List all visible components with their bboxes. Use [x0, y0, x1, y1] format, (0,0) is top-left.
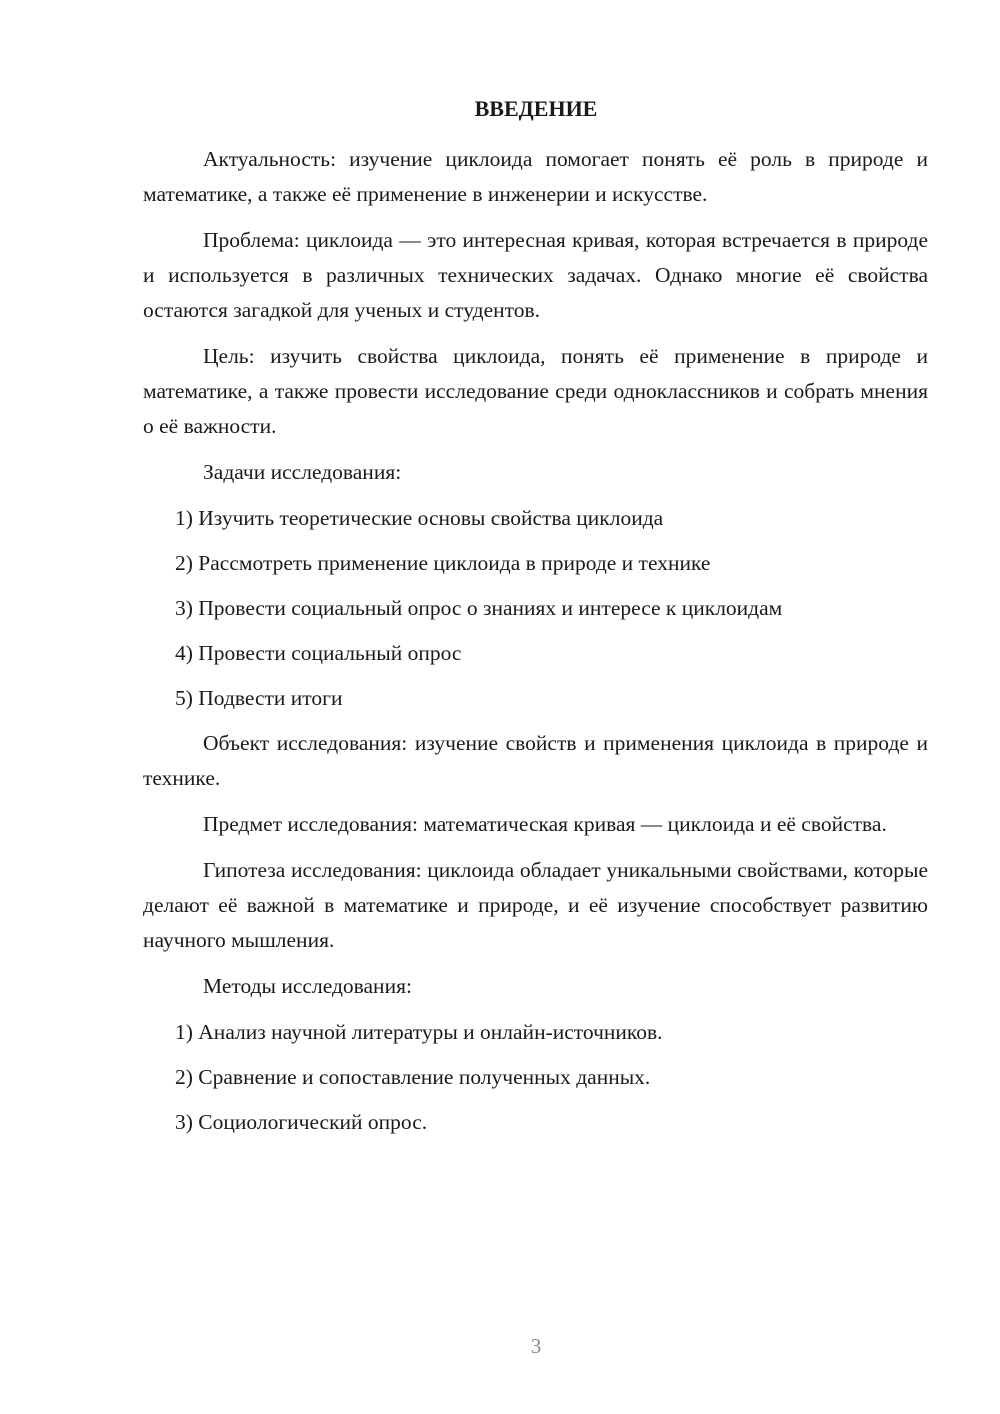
section-heading: ВВЕДЕНИЕ	[474, 96, 598, 121]
document-body	[143, 142, 928, 1150]
list-item: 1) Изучить теоретические основы свойства циклоида	[175, 506, 664, 530]
page-number: 3	[530, 1334, 542, 1358]
paragraph-methods-heading: Методы исследования:	[203, 974, 412, 998]
paragraph-tasks-heading: Задачи исследования:	[203, 460, 402, 484]
paragraph-relevance: Актуальность: изучение циклоида помогает понять её роль в природе и математике, а также её применение в инженерии и искусстве.	[143, 147, 928, 206]
paragraph-subject: Предмет исследования: математическая кривая — циклоида и её свойства.	[203, 812, 887, 836]
list-item: 1) Анализ научной литературы и онлайн-источников.	[175, 1020, 663, 1044]
paragraph-problem: Проблема: циклоида — это интересная кривая, которая встречается в природе и используется в различных технических задачах. Однако многие её свойства остаются загадкой для ученых и студентов.	[143, 228, 928, 322]
list-item: 2) Сравнение и сопоставление полученных данных.	[175, 1065, 651, 1089]
list-item: 3) Провести социальный опрос о знаниях и интересе к циклоидам	[175, 596, 783, 620]
list-item: 4) Провести социальный опрос	[175, 641, 462, 665]
paragraph-hypothesis: Гипотеза исследования: циклоида обладает уникальными свойствами, которые делают её важной в математике и природе, и её изучение способствует развитию научного мышления.	[143, 858, 928, 952]
paragraph-goal: Цель: изучить свойства циклоида, понять её применение в природе и математике, а также провести исследование среди одноклассников и собрать мнения о её важности.	[143, 344, 928, 438]
list-item: 2) Рассмотреть применение циклоида в природе и технике	[175, 551, 711, 575]
list-item: 5) Подвести итоги	[175, 686, 343, 710]
methods-list	[143, 1015, 928, 1140]
paragraph-object: Объект исследования: изучение свойств и применения циклоида в природе и технике.	[143, 731, 928, 790]
list-item: 3) Социологический опрос.	[175, 1110, 428, 1134]
tasks-list	[143, 501, 928, 716]
